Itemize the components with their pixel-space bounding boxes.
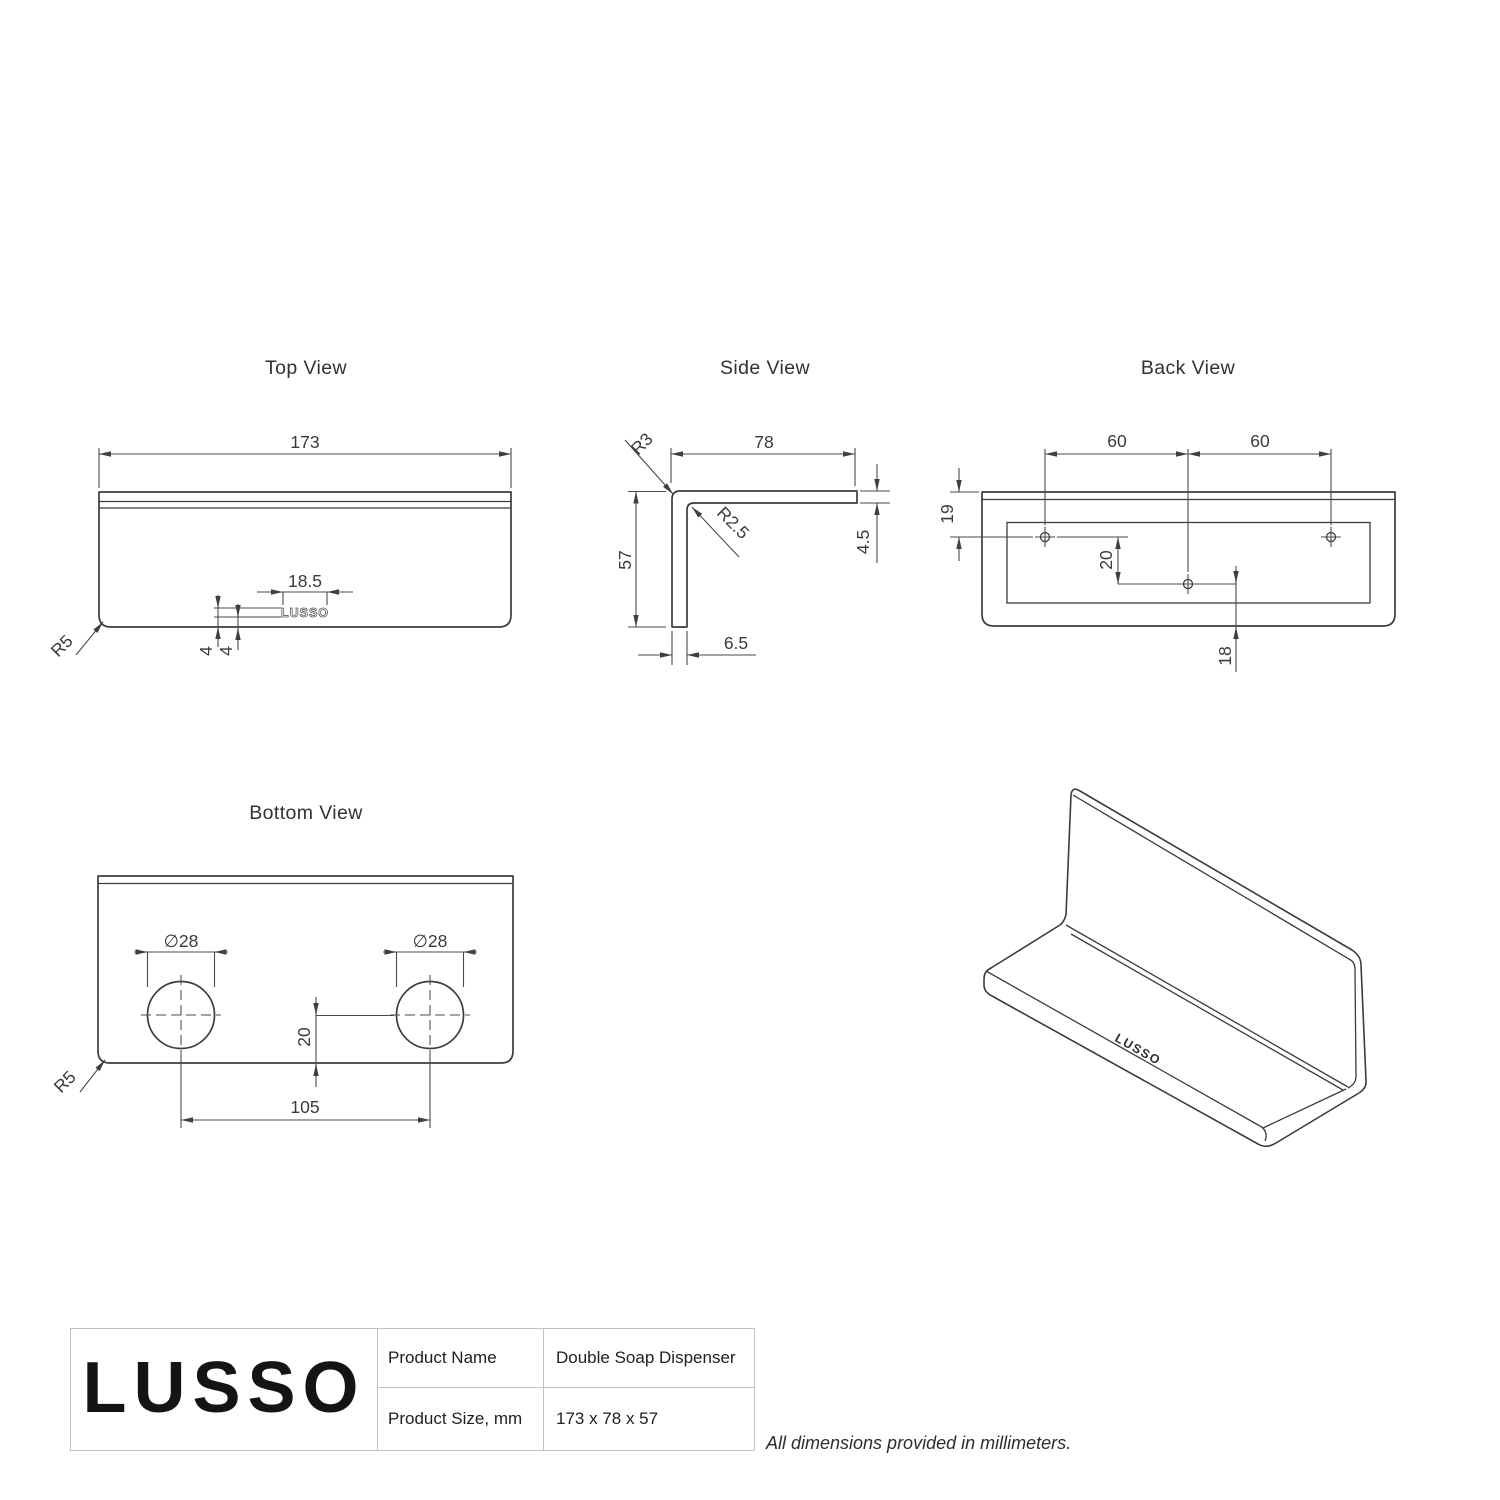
dim-logo-width-label: 18.5: [287, 571, 323, 591]
dim-wall-thickness-label: 6.5: [723, 633, 749, 653]
title-block: [70, 1328, 755, 1451]
dim-hole-dia-right-label: ∅28: [412, 931, 448, 951]
dim-center-offset-label: 20: [294, 1027, 314, 1047]
side-view-outline: [672, 491, 857, 627]
top-view-title: Top View: [265, 357, 347, 379]
leader-corner-radius: [76, 622, 103, 655]
isometric-outline: [984, 789, 1366, 1146]
dim-hole-spacing-left-label: 60: [1107, 431, 1127, 451]
product-name-label: Product Name: [378, 1329, 543, 1388]
isometric-view: [984, 789, 1366, 1146]
dim-offset-a-label: 4: [196, 646, 216, 656]
dim-outer-radius-label: R3: [626, 428, 657, 459]
product-size-label: Product Size, mm: [388, 1409, 523, 1428]
mounting-hole-left: [1035, 527, 1055, 547]
dim-height-label: 57: [615, 550, 635, 570]
bottom-view-title: Bottom View: [249, 802, 363, 824]
top-view: [47, 357, 511, 661]
product-name-value: Double Soap Dispenser: [543, 1329, 754, 1388]
brand-logo-cell: [71, 1329, 378, 1450]
dim-hole-dia-left-label: ∅28: [163, 931, 199, 951]
engraved-logo-text: LUSSO: [280, 606, 330, 620]
leader-corner-radius: [80, 1060, 105, 1092]
dim-depth-label: 78: [754, 432, 774, 452]
dim-bottom-offset-label: 18: [1215, 646, 1235, 666]
side-view: [615, 357, 890, 665]
dim-hole-spacing-label: 105: [290, 1097, 320, 1117]
dim-mid-offset-label: 20: [1096, 550, 1116, 570]
dim-inner-radius-label: R2.5: [713, 502, 754, 543]
dim-corner-radius-label: R5: [49, 1066, 80, 1097]
back-view: [937, 357, 1395, 672]
dimensions-note: All dimensions provided in millimeters.: [766, 1433, 1072, 1453]
iso-logo-text: LUSSO: [1112, 1030, 1164, 1069]
dim-shelf-thickness-label: 4.5: [853, 529, 873, 555]
side-view-title: Side View: [720, 357, 810, 379]
dim-corner-radius-label: R5: [46, 630, 77, 661]
dim-hole-spacing-right-label: 60: [1250, 431, 1270, 451]
dim-top-offset-label: 19: [937, 504, 957, 524]
dim-offset-b-label: 4: [216, 646, 236, 656]
bottom-view: [50, 802, 513, 1128]
back-view-title: Back View: [1140, 357, 1236, 379]
product-size-value: 173 x 78 x 57: [543, 1388, 754, 1450]
mounting-hole-right: [1321, 527, 1341, 547]
dim-width-label: 173: [290, 432, 320, 452]
brand-logo: LUSSO: [82, 1347, 366, 1428]
